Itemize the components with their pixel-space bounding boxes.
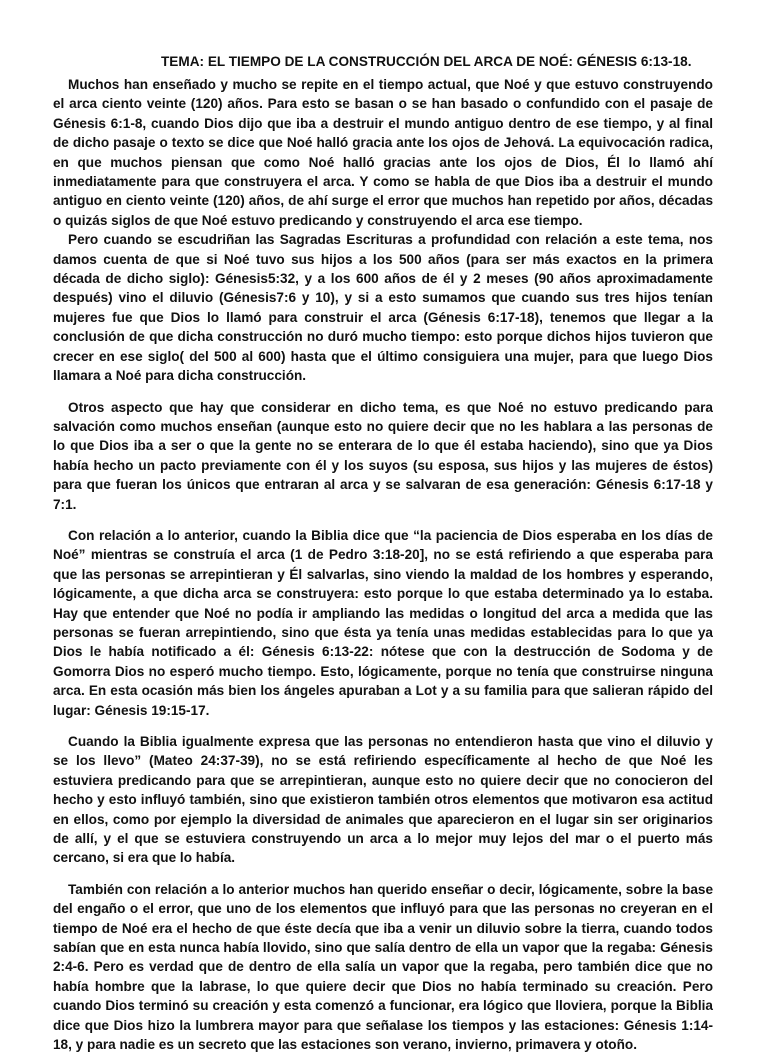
paragraph-3: Otros aspecto que hay que considerar en dicho tema, es que Noé no estuvo predicando para salvación como muchos enseñan (aunque esto no quiere decir que no les hablara a las personas de lo que Dios iba a ser o que la gente no se enterara de lo que él estaba haciendo), sino que ya Dios había hecho un pacto previamente con él y los suyos (su esposa, sus hijos y las mujeres de éstos) para que fueran los únicos que entraran al arca y se salvaran de esa generación: Génesis 6:17-18 y 7:1. [53,399,713,512]
paragraph-6: También con relación a lo anterior muchos han querido enseñar o decir, lógicamente, sobre la base del engaño o el error, que uno de los elementos que influyó para que las personas no creyeran en el tiempo de Noé era el hecho de que éste decía que iba a venir un diluvio sobre la tierra, cuando todos sabían que en esta nunca había llovido, sino que salía dentro de ella un vapor que la regaba: Génesis 2:4-6. Pero es verdad que de dentro de ella salía un vapor que la regaba, pero también dice que no había hombre que la labrase, lo que quiere decir que Dios no había terminado su creación. Pero cuando Dios terminó su creación y esta comenzó a funcionar, era lógico que lloviera, porque la Biblia dice que Dios hizo la lumbrera mayor para que señalase los tiempos y las estaciones: Génesis 1:14-18, y para nadie es un secreto que las estaciones son verano, invierno, primavera y otoño. [53,881,713,1053]
document-page [53,52,713,1055]
paragraph-5: Cuando la Biblia igualmente expresa que las personas no entendieron hasta que vino el diluvio y se los llevo” (Mateo 24:37-39), no se está refiriendo específicamente al hecho de que Noé les estuviera predicando para que se arrepintieran, aunque esto no quiere decir que no conocieron del hecho y esto influyó también, sino que existieron también otros elementos que motivaron esa actitud en ellos, como por ejemplo la diversidad de animales que aparecieron en el lugar sin ser originarios de allí, y el que se estuviera construyendo un arca a lo mejor muy lejos del mar o el puerto más cercano, si era que lo había. [53,734,713,866]
paragraph-4: Con relación a lo anterior, cuando la Biblia dice que “la paciencia de Dios esperaba en los días de Noé” mientras se construía el arca (1 de Pedro 3:18-20], no se está refiriendo a que esperaba para que las personas se arrepintieran y Él salvarlas, sino viendo la maldad de los hombres y esperando, lógicamente, a que dicha arca se construyera: esto porque lo que estaba determinado ya lo estaba. Hay que entender que Noé no podía ir ampliando las medidas o longitud del arca a medida que las personas se fueran arrepintiendo, sino que ésta ya tenía unas medidas establecidas para lo que ya Dios le había notificado a él: Génesis 6:13-22: nótese que con la destrucción de Sodoma y de Gomorra Dios no esperó mucho tiempo. Esto, lógicamente, porque no tenía que construirse ninguna arca. En esta ocasión más bien los ángeles apuraban a Lot y a su familia para que salieran rápido del lugar: Génesis 19:15-17. [53,527,713,718]
paragraph-2: Pero cuando se escudriñan las Sagradas Escrituras a profundidad con relación a este tema, nos damos cuenta de que si Noé tuvo sus hijos a los 500 años (para ser más exactos en la primera década de dicho siglo): Génesis5:32, y a los 600 años de él y 2 meses (90 años aproximadamente después) vino el diluvio (Génesis7:6 y 10), y si a esto sumamos que cuando sus tres hijos tenían mujeres fue que Dios lo llamó para construir el arca (Génesis 6:17-18), tenemos que llegar a la conclusión de que dicha construcción no duró mucho tiempo: esto porque dichos hijos tuvieron que crecer en ese siglo( del 500 al 600) hasta que el último consiguiera una mujer, para que luego Dios llamara a Noé para dicha construcción. [53,232,713,384]
document-title: TEMA: EL TIEMPO DE LA CONSTRUCCIÓN DEL ARCA DE NOÉ: GÉNESIS 6:13-18. [161,54,692,69]
paragraph-1: Muchos han enseñado y mucho se repite en el tiempo actual, que Noé y que estuvo construyendo el arca ciento veinte (120) años. Para esto se basan o se han basado o confundido con el pasaje de Génesis 6:1-8, cuando Dios dijo que iba a destruir el mundo antiguo dentro de ese tiempo, y al final de dicho pasaje o texto se dice que Noé halló gracia ante los ojos de Jehová. La equivocación radica, en que muchos piensan que como Noé halló gracias ante los ojos de Dios, Él lo llamó ahí inmediatamente para que construyera el arca. Y como se habla de que Dios iba a destruir el mundo antiguo en ciento veinte (120) años, de ahí surge el error que muchos han repetido por años, décadas o quizás siglos de que Noé estuvo predicando y construyendo el arca ese tiempo. [53,77,713,228]
